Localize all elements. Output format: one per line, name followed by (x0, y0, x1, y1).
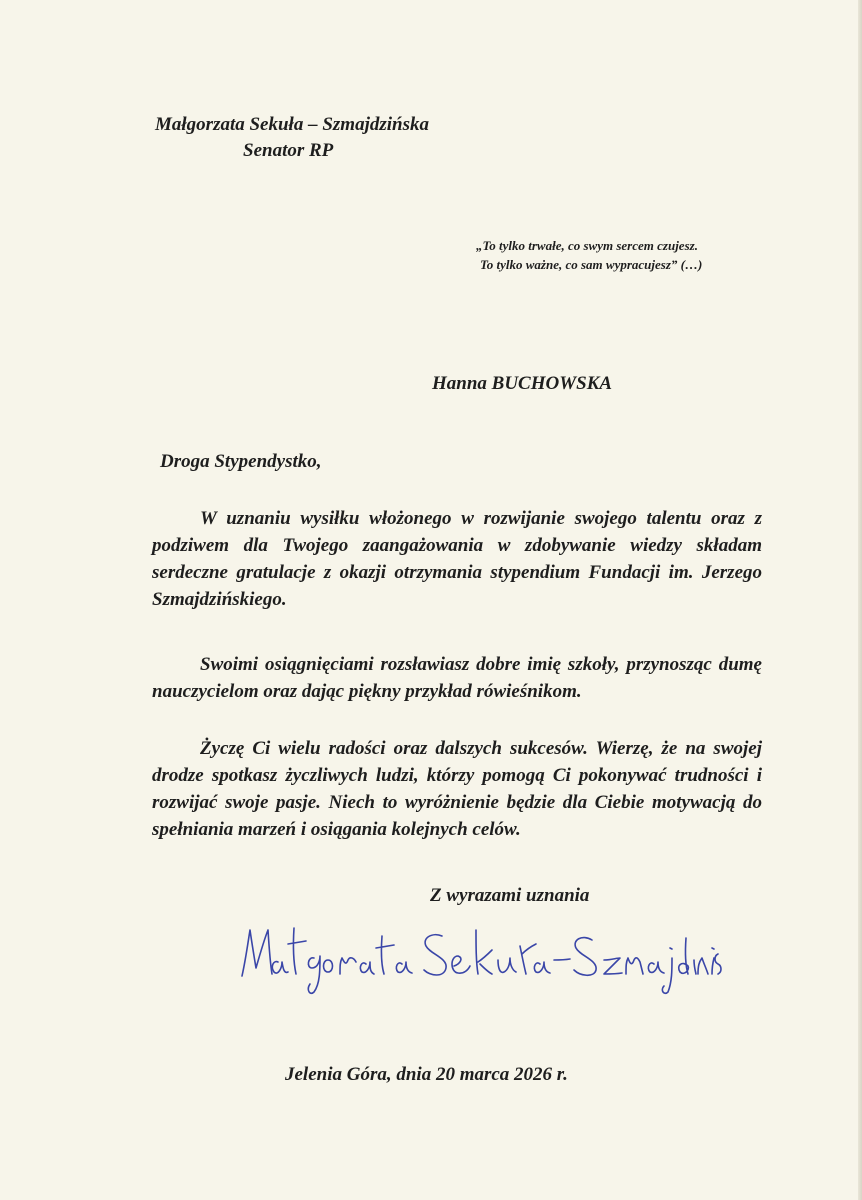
paragraph-text: W uznaniu wysiłku włożonego w rozwijanie swojego talentu oraz z podziwem dla Twojego zaangażowania w zdobywanie wiedzy składam serdeczne gratulacje z okazji otrzymania stypendium Fundacji im. Jerzego Szmajdzińskiego. (152, 508, 762, 610)
letterhead (155, 112, 429, 164)
paragraph-text: Swoimi osiągnięciami rozsławiasz dobre imię szkoły, przynosząc dumę nauczycielom oraz dając piękny przykład rówieśnikom. (152, 654, 762, 702)
paper-edge (858, 0, 862, 1200)
paragraph-achievements (152, 651, 762, 705)
motto-quote (476, 236, 702, 274)
paragraph-wishes (152, 735, 762, 843)
handwritten-signature (236, 918, 726, 998)
motto-line-2: To tylko ważne, co sam wypracujesz” (…) (480, 257, 703, 272)
place-and-date: Jelenia Góra, dnia 20 marca 2026 r. (285, 1064, 568, 1085)
closing-phrase: Z wyrazami uznania (430, 885, 590, 906)
greeting: Droga Stypendystko, (160, 451, 322, 472)
sender-title: Senator RP (243, 140, 334, 161)
sender-name: Małgorzata Sekuła – Szmajdzińska (155, 114, 429, 135)
recipient-name: Hanna BUCHOWSKA (432, 373, 613, 394)
motto-line-1: „To tylko trwałe, co swym sercem czujesz. (476, 238, 698, 253)
paragraph-congratulations (152, 505, 762, 613)
paragraph-text: Życzę Ci wielu radości oraz dalszych sukcesów. Wierzę, że na swojej drodze spotkasz życzliwych ludzi, którzy pomogą Ci pokonywać trudności i rozwijać swoje pasje. Niech to wyróżnienie będzie dla Ciebie motywacją do spełniania marzeń i osiągania kolejnych celów. (152, 738, 762, 840)
